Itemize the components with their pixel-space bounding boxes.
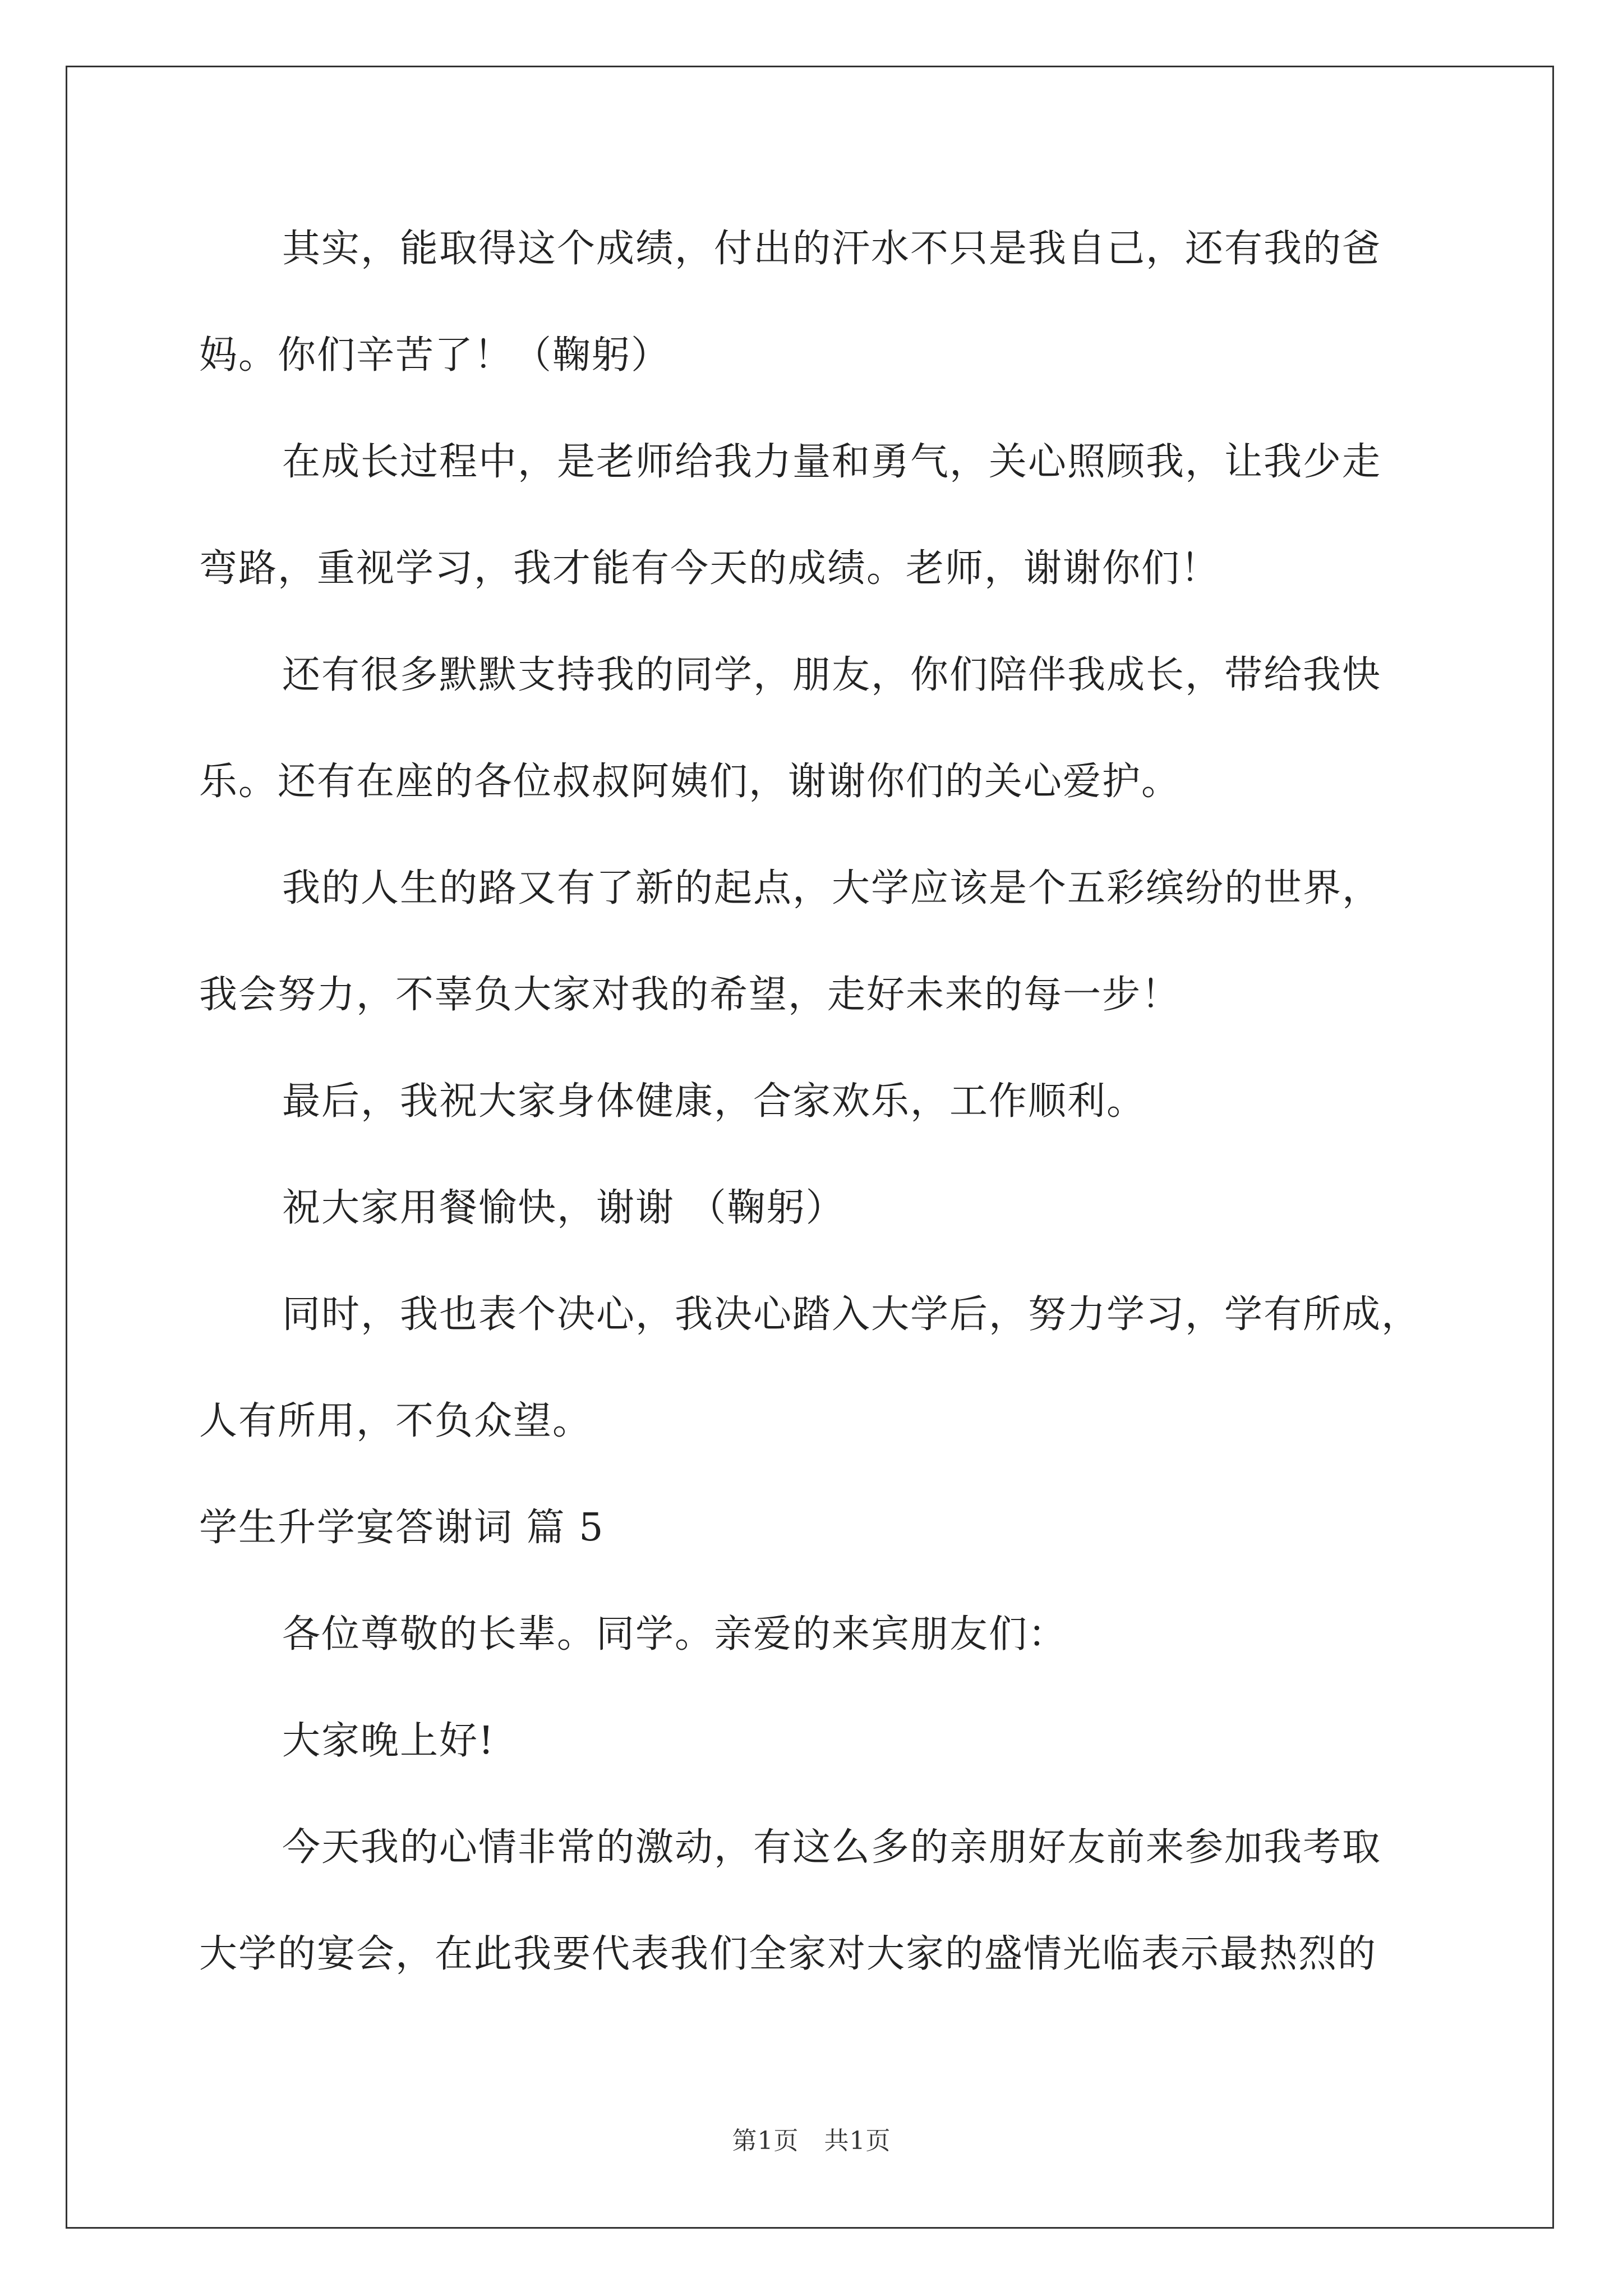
paragraph-line: 各位尊敬的长辈。同学。亲爱的来宾朋友们： <box>282 1612 1068 1657</box>
paragraph-line: 我会努力，不辜负大家对我的希望，走好未来的每一步！ <box>199 973 1181 1017</box>
paragraph-line: 还有很多默默支持我的同学，朋友，你们陪伴我成长，带给我快 <box>282 653 1382 697</box>
paragraph-line: 人有所用，不负众望。 <box>199 1399 592 1443</box>
paragraph-line: 弯路，重视学习，我才能有今天的成绩。老师，谢谢你们！ <box>199 546 1220 591</box>
paragraph-line: 大家晚上好! <box>282 1719 495 1763</box>
paragraph-line: 妈。你们辛苦了！（鞠躬） <box>199 333 671 378</box>
paragraph-line: 同时，我也表个决心，我决心踏入大学后，努力学习，学有所成， <box>282 1292 1421 1337</box>
paragraph-line: 最后，我祝大家身体健康，合家欢乐，工作顺利。 <box>282 1079 1146 1124</box>
page-border <box>66 66 1554 2229</box>
paragraph-line: 祝大家用餐愉快，谢谢 （鞠躬） <box>282 1186 845 1230</box>
page-footer: 第1页 共1页 <box>732 2127 891 2155</box>
paragraph-line: 今天我的心情非常的激动，有这么多的亲朋好友前来参加我考取 <box>282 1825 1382 1870</box>
paragraph-line: 其实，能取得这个成绩，付出的汗水不只是我自己，还有我的爸 <box>282 227 1382 271</box>
paragraph-line: 在成长过程中，是老师给我力量和勇气，关心照顾我，让我少走 <box>282 440 1382 484</box>
paragraph-line: 大学的宴会，在此我要代表我们全家对大家的盛情光临表示最热烈的 <box>199 1932 1377 1976</box>
section-heading: 学生升学宴答谢词 篇 5 <box>199 1506 605 1550</box>
paragraph-line: 乐。还有在座的各位叔叔阿姨们，谢谢你们的关心爱护。 <box>199 760 1181 804</box>
paragraph-line: 我的人生的路又有了新的起点，大学应该是个五彩缤纷的世界， <box>282 866 1382 910</box>
